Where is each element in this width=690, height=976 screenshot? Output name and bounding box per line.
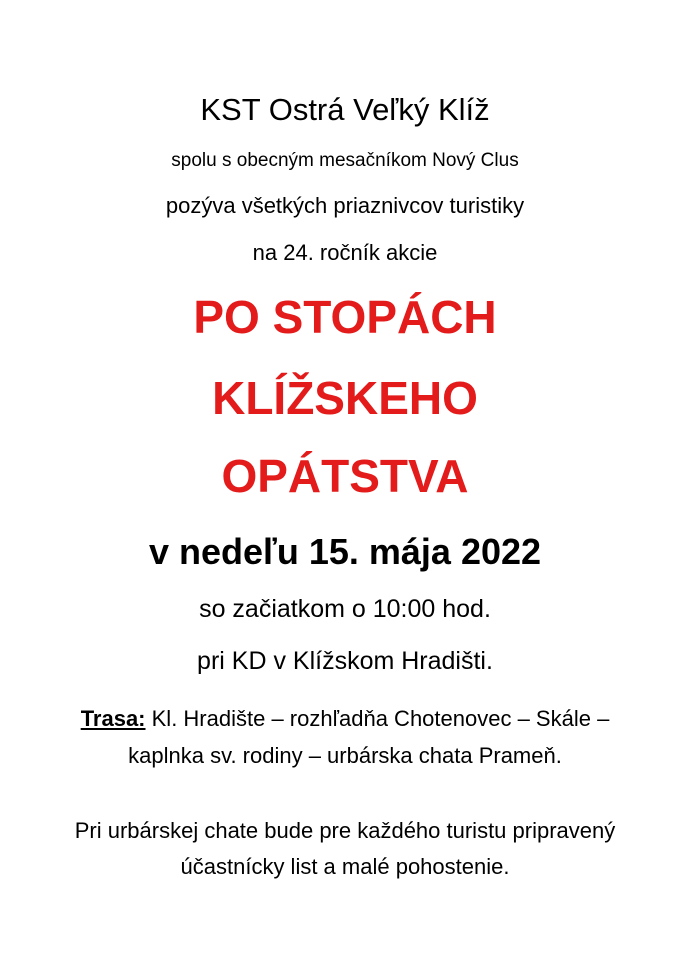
route-paragraph — [60, 700, 630, 774]
partner-line: spolu s obecným mesačníkom Nový Clus — [171, 150, 519, 171]
edition-line: na 24. ročník akcie — [252, 240, 438, 265]
event-place: pri KD v Klížskom Hradišti. — [197, 647, 493, 675]
closing-note: Pri urbárskej chate bude pre každého turistu pripravený účastnícky list a malé pohostenie. — [74, 818, 616, 879]
invitation-line: pozýva všetkých priaznivcov turistiky — [165, 193, 525, 218]
route-label: Trasa: — [80, 706, 146, 731]
event-title-line-2: KLÍŽSKEHO — [212, 372, 478, 424]
event-title-line-1: PO STOPÁCH — [193, 291, 497, 343]
event-start-time: so začiatkom o 10:00 hod. — [199, 595, 491, 623]
event-date: v nedeľu 15. mája 2022 — [148, 531, 542, 572]
route-text: Kl. Hradište – rozhľadňa Chotenovec – Skále – kaplnka sv. rodiny – urbárska chata Prameň. — [128, 706, 610, 768]
event-title-line-3: OPÁTSTVA — [221, 450, 469, 502]
organizer-heading: KST Ostrá Veľký Klíž — [200, 92, 490, 127]
